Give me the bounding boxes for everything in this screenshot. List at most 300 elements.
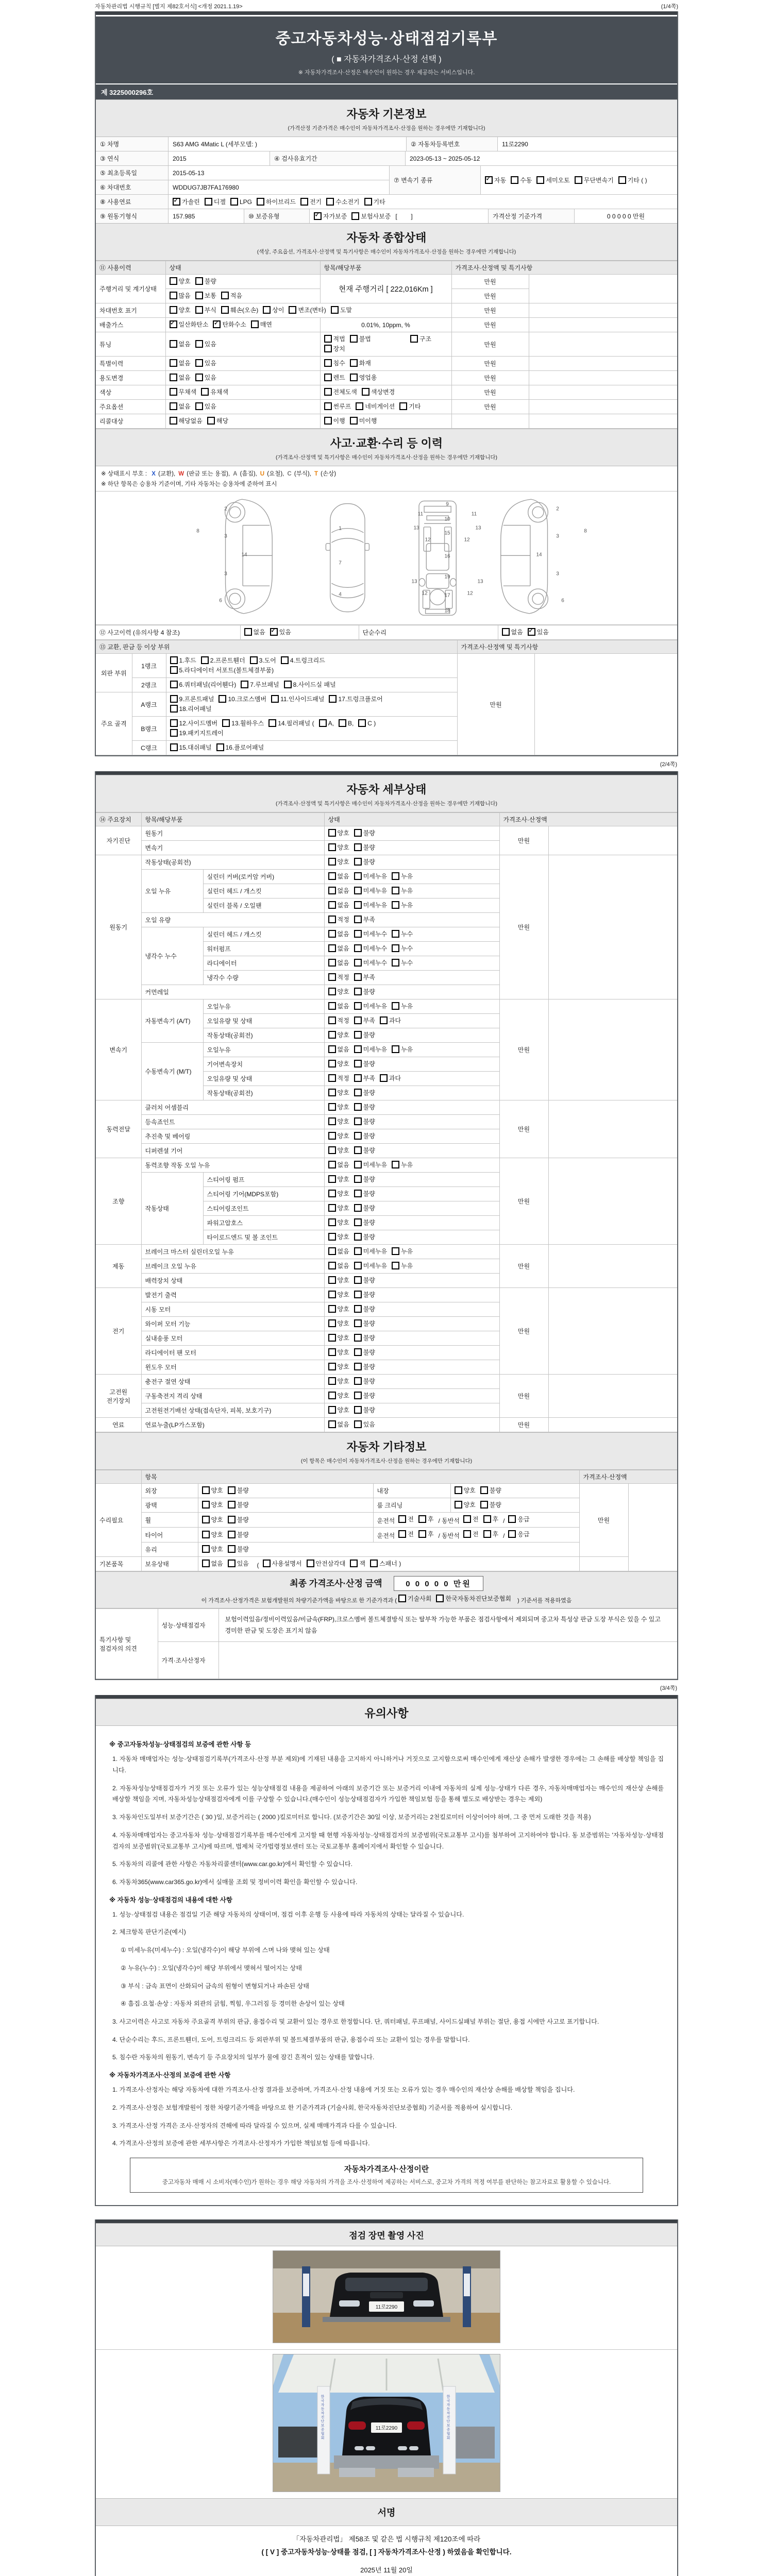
checkbox-option[interactable]: [575, 176, 614, 184]
checkbox[interactable]: [350, 359, 358, 367]
checkbox[interactable]: [328, 1016, 336, 1024]
checkbox[interactable]: [170, 656, 178, 664]
checkbox-option[interactable]: [221, 306, 258, 314]
checkbox[interactable]: [328, 1175, 336, 1183]
checkbox[interactable]: [216, 743, 224, 751]
checkbox-option[interactable]: [354, 901, 387, 909]
checkbox-option[interactable]: [398, 1594, 431, 1603]
checkbox[interactable]: [392, 1247, 399, 1255]
checkbox[interactable]: [324, 345, 332, 352]
checkbox-option[interactable]: [228, 1486, 249, 1495]
checkbox[interactable]: [410, 335, 418, 343]
checkbox[interactable]: [485, 176, 493, 184]
checkbox-option[interactable]: [339, 719, 354, 727]
checkbox[interactable]: [354, 1146, 362, 1154]
checkbox[interactable]: [483, 1515, 491, 1523]
checkbox-option[interactable]: [328, 1189, 349, 1198]
checkbox-option[interactable]: [202, 1530, 223, 1539]
checkbox[interactable]: [354, 1406, 362, 1414]
checkbox[interactable]: [173, 198, 180, 206]
checkbox[interactable]: [230, 198, 238, 206]
checkbox[interactable]: [358, 719, 366, 727]
checkbox-option[interactable]: [392, 872, 413, 880]
checkbox[interactable]: [228, 1531, 236, 1538]
checkbox-option[interactable]: [328, 1333, 349, 1342]
checkbox[interactable]: [329, 695, 337, 703]
checkbox-option[interactable]: [202, 1545, 223, 1553]
checkbox[interactable]: [370, 1560, 378, 1567]
checkbox[interactable]: [354, 1031, 362, 1039]
checkbox-option[interactable]: [314, 212, 347, 221]
checkbox-option[interactable]: [170, 277, 191, 285]
checkbox[interactable]: [328, 1305, 336, 1313]
checkbox[interactable]: [511, 176, 518, 184]
checkbox-option[interactable]: [201, 387, 228, 396]
checkbox[interactable]: [328, 872, 336, 880]
checkbox-option[interactable]: [354, 973, 375, 981]
checkbox[interactable]: [455, 1486, 462, 1494]
checkbox-option[interactable]: [328, 1175, 349, 1183]
checkbox[interactable]: [328, 901, 336, 909]
checkbox-option[interactable]: [281, 656, 325, 665]
checkbox[interactable]: [354, 1089, 362, 1096]
checkbox[interactable]: [328, 1348, 336, 1356]
checkbox[interactable]: [328, 1420, 336, 1428]
checkbox[interactable]: [480, 1486, 488, 1494]
checkbox-option[interactable]: [354, 857, 375, 866]
checkbox[interactable]: [328, 944, 336, 952]
checkbox-option[interactable]: [354, 1016, 375, 1025]
checkbox[interactable]: [328, 1103, 336, 1111]
checkbox[interactable]: [228, 1486, 236, 1494]
checkbox-option[interactable]: [195, 306, 216, 314]
checkbox-option[interactable]: [354, 1276, 375, 1284]
checkbox[interactable]: [328, 1291, 336, 1298]
checkbox[interactable]: [328, 829, 336, 837]
checkbox-option[interactable]: [324, 344, 345, 353]
checkbox-option[interactable]: [170, 416, 203, 425]
checkbox-option[interactable]: [251, 320, 272, 329]
checkbox[interactable]: [354, 916, 362, 923]
checkbox[interactable]: [324, 402, 332, 410]
checkbox-option[interactable]: [328, 886, 349, 895]
checkbox[interactable]: [328, 916, 336, 923]
checkbox-option[interactable]: [392, 886, 413, 895]
checkbox-option[interactable]: [370, 1559, 401, 1568]
checkbox-option[interactable]: [328, 1059, 349, 1068]
checkbox[interactable]: [362, 388, 369, 396]
checkbox[interactable]: [319, 719, 327, 727]
checkbox-option[interactable]: [354, 1175, 375, 1183]
checkbox[interactable]: [354, 1002, 362, 1010]
checkbox[interactable]: [354, 1132, 362, 1140]
checkbox-option[interactable]: [328, 1117, 349, 1126]
checkbox[interactable]: [354, 973, 362, 981]
checkbox[interactable]: [328, 930, 336, 938]
checkbox[interactable]: [170, 292, 177, 299]
checkbox-option[interactable]: [170, 719, 218, 727]
checkbox-option[interactable]: [300, 197, 322, 206]
checkbox-option[interactable]: [328, 1218, 349, 1227]
checkbox[interactable]: [202, 1516, 210, 1523]
checkbox-option[interactable]: [328, 1204, 349, 1212]
checkbox[interactable]: [289, 306, 296, 314]
checkbox[interactable]: [202, 1531, 210, 1538]
checkbox[interactable]: [354, 1103, 362, 1111]
checkbox-option[interactable]: [392, 958, 413, 967]
checkbox-option[interactable]: [228, 1559, 249, 1568]
checkbox[interactable]: [195, 340, 203, 348]
checkbox[interactable]: [350, 1560, 358, 1567]
checkbox[interactable]: [328, 858, 336, 866]
checkbox[interactable]: [331, 306, 339, 314]
checkbox[interactable]: [354, 988, 362, 995]
checkbox-option[interactable]: [350, 359, 371, 367]
checkbox-option[interactable]: [398, 1515, 414, 1523]
checkbox-option[interactable]: [202, 1486, 223, 1495]
checkbox[interactable]: [354, 1190, 362, 1197]
checkbox[interactable]: [354, 887, 362, 894]
checkbox[interactable]: [354, 1334, 362, 1342]
checkbox[interactable]: [354, 1247, 362, 1255]
checkbox[interactable]: [354, 858, 362, 866]
checkbox-option[interactable]: [328, 1377, 349, 1385]
checkbox-option[interactable]: [354, 1204, 375, 1212]
checkbox[interactable]: [228, 1545, 236, 1553]
checkbox-option[interactable]: [170, 306, 191, 314]
checkbox-option[interactable]: [195, 373, 216, 382]
checkbox[interactable]: [170, 719, 178, 727]
checkbox[interactable]: [170, 729, 178, 737]
checkbox-option[interactable]: [354, 1348, 375, 1357]
checkbox[interactable]: [328, 843, 336, 851]
checkbox-option[interactable]: [324, 402, 351, 411]
checkbox[interactable]: [195, 277, 203, 285]
checkbox-option[interactable]: [354, 1131, 375, 1140]
checkbox-option[interactable]: [250, 656, 276, 665]
checkbox-option[interactable]: [354, 1304, 375, 1313]
checkbox-option[interactable]: [328, 958, 349, 967]
checkbox[interactable]: [354, 1175, 362, 1183]
checkbox[interactable]: [328, 1363, 336, 1370]
checkbox[interactable]: [354, 1363, 362, 1370]
checkbox[interactable]: [418, 1530, 426, 1538]
checkbox-option[interactable]: [436, 1594, 511, 1603]
checkbox[interactable]: [354, 843, 362, 851]
checkbox[interactable]: [350, 417, 358, 425]
checkbox-option[interactable]: [319, 719, 334, 727]
checkbox[interactable]: [219, 695, 226, 703]
checkbox-option[interactable]: [328, 1247, 349, 1256]
checkbox[interactable]: [380, 1074, 388, 1082]
checkbox-option[interactable]: [328, 987, 349, 996]
checkbox-option[interactable]: [271, 694, 324, 703]
checkbox[interactable]: [339, 719, 346, 727]
checkbox-option[interactable]: [350, 1559, 365, 1568]
checkbox-option[interactable]: [354, 1189, 375, 1198]
checkbox-option[interactable]: [328, 1232, 349, 1241]
checkbox-option[interactable]: [195, 402, 216, 411]
checkbox-option[interactable]: [354, 958, 387, 967]
checkbox-option[interactable]: [170, 387, 197, 396]
checkbox[interactable]: [354, 1045, 362, 1053]
checkbox-option[interactable]: [354, 1232, 375, 1241]
checkbox-option[interactable]: [170, 656, 196, 665]
checkbox-option[interactable]: [455, 1500, 476, 1509]
checkbox-option[interactable]: [219, 694, 266, 703]
checkbox-option[interactable]: [354, 1002, 387, 1010]
checkbox-option[interactable]: [485, 176, 506, 184]
checkbox-option[interactable]: [399, 402, 421, 411]
checkbox[interactable]: [328, 1190, 336, 1197]
checkbox[interactable]: [354, 1291, 362, 1298]
checkbox[interactable]: [328, 1089, 336, 1096]
checkbox-option[interactable]: [354, 828, 375, 837]
checkbox[interactable]: [392, 1161, 399, 1168]
checkbox-option[interactable]: [170, 728, 224, 737]
checkbox[interactable]: [354, 1377, 362, 1385]
checkbox-option[interactable]: [228, 1545, 249, 1553]
checkbox[interactable]: [354, 930, 362, 938]
checkbox[interactable]: [324, 374, 332, 381]
checkbox-option[interactable]: [324, 359, 345, 367]
checkbox[interactable]: [228, 1516, 236, 1523]
checkbox-option[interactable]: [173, 197, 200, 206]
checkbox-option[interactable]: [328, 1391, 349, 1400]
checkbox[interactable]: [328, 1276, 336, 1284]
checkbox[interactable]: [392, 1045, 399, 1053]
checkbox-option[interactable]: [354, 886, 387, 895]
checkbox-option[interactable]: [331, 306, 352, 314]
checkbox[interactable]: [354, 1204, 362, 1212]
checkbox-option[interactable]: [328, 944, 349, 953]
checkbox[interactable]: [508, 1530, 516, 1538]
checkbox[interactable]: [170, 695, 178, 703]
checkbox[interactable]: [364, 198, 372, 206]
checkbox-option[interactable]: [170, 704, 212, 713]
checkbox-option[interactable]: [463, 1515, 479, 1523]
checkbox[interactable]: [207, 417, 215, 425]
checkbox[interactable]: [328, 1262, 336, 1269]
checkbox-option[interactable]: [350, 334, 371, 343]
checkbox-option[interactable]: [354, 929, 387, 938]
checkbox[interactable]: [354, 1348, 362, 1356]
checkbox[interactable]: [354, 1392, 362, 1399]
checkbox-option[interactable]: [398, 1530, 414, 1538]
checkbox[interactable]: [314, 212, 322, 220]
checkbox[interactable]: [350, 374, 358, 381]
checkbox[interactable]: [328, 1392, 336, 1399]
checkbox[interactable]: [392, 887, 399, 894]
checkbox[interactable]: [170, 417, 177, 425]
checkbox-option[interactable]: [354, 1218, 375, 1227]
checkbox-option[interactable]: [202, 1500, 223, 1509]
checkbox[interactable]: [257, 198, 264, 206]
checkbox-option[interactable]: [328, 1131, 349, 1140]
checkbox[interactable]: [392, 872, 399, 880]
checkbox[interactable]: [508, 1515, 516, 1523]
checkbox[interactable]: [328, 1117, 336, 1125]
checkbox-option[interactable]: [392, 1002, 413, 1010]
checkbox-option[interactable]: [480, 1500, 501, 1509]
checkbox[interactable]: [350, 335, 358, 343]
checkbox[interactable]: [351, 212, 359, 220]
checkbox-option[interactable]: [354, 1146, 375, 1155]
checkbox[interactable]: [354, 1117, 362, 1125]
checkbox-option[interactable]: [202, 1559, 223, 1568]
checkbox-option[interactable]: [328, 857, 349, 866]
checkbox[interactable]: [324, 388, 332, 396]
checkbox-option[interactable]: [364, 197, 385, 206]
checkbox-option[interactable]: [270, 628, 291, 636]
checkbox[interactable]: [170, 306, 177, 314]
checkbox-option[interactable]: [202, 1515, 223, 1524]
checkbox[interactable]: [170, 402, 177, 410]
checkbox[interactable]: [455, 1501, 462, 1509]
checkbox[interactable]: [392, 944, 399, 952]
checkbox-option[interactable]: [354, 1377, 375, 1385]
checkbox-option[interactable]: [380, 1016, 401, 1025]
checkbox[interactable]: [328, 1002, 336, 1010]
checkbox[interactable]: [328, 1060, 336, 1067]
checkbox[interactable]: [354, 1016, 362, 1024]
checkbox[interactable]: [418, 1515, 426, 1523]
checkbox[interactable]: [536, 176, 544, 184]
checkbox[interactable]: [354, 1305, 362, 1313]
checkbox-option[interactable]: [354, 1030, 375, 1039]
checkbox[interactable]: [228, 1560, 236, 1567]
checkbox-option[interactable]: [170, 743, 212, 752]
checkbox-option[interactable]: [418, 1515, 434, 1523]
checkbox-option[interactable]: [328, 1405, 349, 1414]
checkbox[interactable]: [380, 1016, 388, 1024]
checkbox[interactable]: [328, 1031, 336, 1039]
checkbox[interactable]: [328, 1132, 336, 1140]
checkbox-option[interactable]: [170, 373, 191, 382]
checkbox-option[interactable]: [618, 176, 647, 184]
checkbox-option[interactable]: [354, 1247, 387, 1256]
checkbox-option[interactable]: [508, 1515, 529, 1523]
checkbox-option[interactable]: [392, 1247, 413, 1256]
checkbox[interactable]: [436, 1595, 444, 1602]
checkbox-option[interactable]: [358, 719, 376, 727]
checkbox[interactable]: [170, 374, 177, 381]
checkbox-option[interactable]: [328, 1348, 349, 1357]
checkbox-option[interactable]: [328, 915, 349, 924]
checkbox[interactable]: [170, 359, 177, 367]
checkbox-option[interactable]: [328, 1319, 349, 1328]
checkbox-option[interactable]: [392, 1045, 413, 1054]
checkbox-option[interactable]: [170, 402, 191, 411]
checkbox[interactable]: [195, 306, 203, 314]
checkbox-option[interactable]: [354, 872, 387, 880]
checkbox[interactable]: [201, 388, 209, 396]
checkbox-option[interactable]: [502, 628, 523, 636]
checkbox-option[interactable]: [392, 944, 413, 953]
checkbox[interactable]: [398, 1595, 406, 1602]
checkbox-option[interactable]: [328, 828, 349, 837]
checkbox-option[interactable]: [244, 628, 265, 636]
checkbox-option[interactable]: [351, 212, 391, 221]
checkbox-option[interactable]: [392, 1261, 413, 1270]
checkbox-option[interactable]: [356, 402, 395, 411]
checkbox[interactable]: [463, 1530, 471, 1538]
checkbox-option[interactable]: [328, 1045, 349, 1054]
checkbox-option[interactable]: [170, 694, 214, 703]
checkbox[interactable]: [356, 402, 363, 410]
checkbox[interactable]: [307, 1560, 314, 1567]
checkbox[interactable]: [354, 829, 362, 837]
checkbox[interactable]: [328, 1146, 336, 1154]
checkbox-option[interactable]: [354, 1261, 387, 1270]
checkbox-option[interactable]: [354, 944, 387, 953]
checkbox-option[interactable]: [354, 1405, 375, 1414]
checkbox-option[interactable]: [324, 416, 345, 425]
checkbox-option[interactable]: [326, 197, 359, 206]
checkbox-option[interactable]: [328, 1088, 349, 1097]
checkbox-option[interactable]: [213, 320, 246, 329]
checkbox-option[interactable]: [328, 1160, 349, 1169]
checkbox[interactable]: [221, 292, 229, 299]
checkbox-option[interactable]: [418, 1530, 434, 1538]
checkbox-option[interactable]: [195, 359, 216, 367]
checkbox[interactable]: [399, 402, 407, 410]
checkbox-option[interactable]: [328, 1146, 349, 1155]
checkbox-option[interactable]: [170, 320, 209, 329]
checkbox-option[interactable]: [392, 929, 413, 938]
checkbox[interactable]: [354, 959, 362, 967]
checkbox-option[interactable]: [328, 843, 349, 852]
checkbox[interactable]: [480, 1501, 488, 1509]
checkbox-option[interactable]: [528, 628, 549, 636]
checkbox-option[interactable]: [216, 743, 264, 752]
checkbox[interactable]: [222, 719, 230, 727]
checkbox-option[interactable]: [362, 387, 395, 396]
checkbox-option[interactable]: [195, 340, 216, 348]
checkbox[interactable]: [354, 1161, 362, 1168]
checkbox[interactable]: [284, 681, 292, 688]
checkbox-option[interactable]: [392, 1160, 413, 1169]
checkbox-option[interactable]: [328, 1016, 349, 1025]
checkbox-option[interactable]: [195, 291, 216, 300]
checkbox[interactable]: [463, 1515, 471, 1523]
checkbox[interactable]: [202, 1501, 210, 1509]
checkbox[interactable]: [228, 1501, 236, 1509]
checkbox-option[interactable]: [328, 1276, 349, 1284]
checkbox-option[interactable]: [354, 1103, 375, 1111]
checkbox-option[interactable]: [241, 680, 279, 689]
checkbox-option[interactable]: [284, 680, 336, 689]
checkbox[interactable]: [328, 1074, 336, 1082]
checkbox-option[interactable]: [201, 656, 245, 665]
checkbox-option[interactable]: [328, 901, 349, 909]
checkbox-option[interactable]: [324, 387, 357, 396]
checkbox-option[interactable]: [170, 666, 274, 674]
checkbox-option[interactable]: [328, 973, 349, 981]
checkbox-option[interactable]: [483, 1530, 499, 1538]
checkbox[interactable]: [195, 374, 203, 381]
checkbox[interactable]: [354, 1074, 362, 1082]
checkbox[interactable]: [270, 628, 278, 636]
checkbox[interactable]: [618, 176, 626, 184]
checkbox[interactable]: [502, 628, 510, 636]
checkbox-option[interactable]: [230, 198, 252, 206]
checkbox-option[interactable]: [483, 1515, 499, 1523]
checkbox-option[interactable]: [195, 277, 216, 285]
checkbox-option[interactable]: [354, 987, 375, 996]
checkbox-option[interactable]: [354, 1333, 375, 1342]
checkbox-option[interactable]: [170, 359, 191, 367]
